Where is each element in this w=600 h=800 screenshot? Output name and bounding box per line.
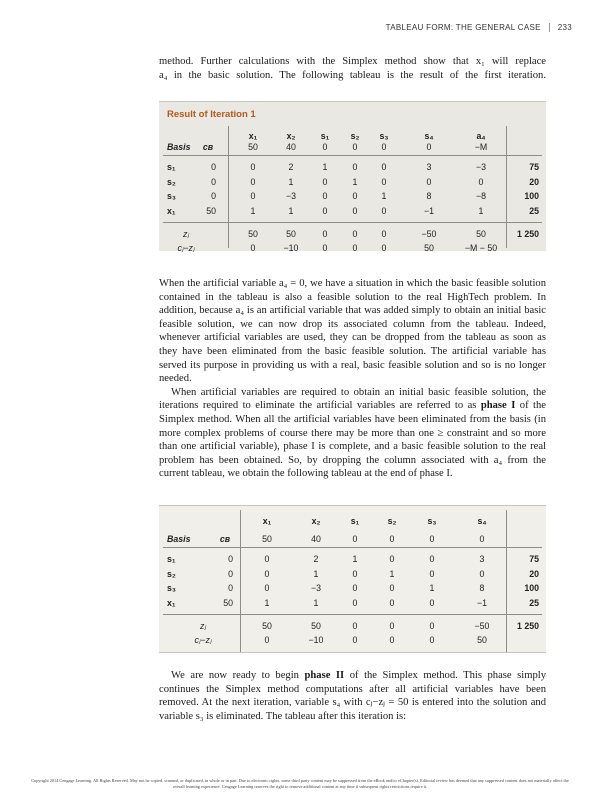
body-rule (163, 614, 542, 615)
cjzj-value: −10 (283, 243, 299, 253)
zj-value: 0 (352, 229, 358, 239)
tableau-cell: 1 (288, 205, 294, 216)
basis-cost: 0 (211, 176, 216, 187)
phase-1-final-tableau (159, 505, 546, 653)
cjzj-value: 0 (381, 243, 387, 253)
cost-coefficient: 40 (311, 534, 321, 544)
tableau-cell: 0 (264, 554, 270, 564)
basis-variable: s₃ (167, 583, 176, 593)
zj-value: 0 (322, 229, 328, 239)
cjzj-value: 0 (352, 635, 358, 645)
cb-label: cʙ (202, 142, 214, 152)
tableau-cell: 0 (352, 583, 358, 593)
cjzj-value: −M − 50 (464, 243, 498, 253)
rhs-value: 25 (529, 205, 539, 216)
cost-coefficient: 0 (352, 534, 358, 544)
tableau-cell: 1 (352, 176, 358, 187)
basis-cost: 0 (211, 162, 216, 172)
tableau-cell: 1 (322, 162, 328, 172)
zj-value: 0 (429, 621, 435, 631)
cjzj-value: 0 (429, 635, 435, 645)
zj-label: zⱼ (183, 229, 189, 239)
basis-variable: x₁ (167, 205, 176, 216)
tableau-cell: 0 (322, 205, 328, 216)
zj-value: 50 (262, 621, 272, 631)
tableau-cell: 1 (288, 176, 294, 187)
phase-1-term: phase I (480, 400, 516, 412)
page-number: 233 (557, 23, 572, 32)
tableau-cell: 2 (288, 162, 294, 172)
tableau-cell: −1 (476, 597, 488, 608)
basis-cost: 0 (228, 583, 233, 593)
tableau-cell: 0 (264, 568, 270, 579)
column-header-3: s₂ (387, 516, 397, 526)
cost-coefficient: 0 (429, 534, 435, 544)
body-rule (163, 222, 542, 223)
vertical-rule-right (506, 510, 507, 652)
tableau-cell: −1 (423, 205, 435, 216)
column-header-1: x₂ (286, 131, 296, 141)
phase-2-term: phase II (304, 670, 345, 681)
header-rule (163, 547, 542, 548)
tableau-cell: 0 (250, 176, 256, 187)
basis-variable: s₂ (167, 176, 176, 187)
tableau-cell: 8 (426, 191, 432, 201)
tableau-cell: 1 (478, 205, 484, 216)
basis-cost: 50 (206, 205, 216, 216)
cjzj-label: cⱼ−zⱼ (194, 635, 212, 645)
tableau-cell: 3 (426, 162, 432, 172)
tableau-cell: −3 (285, 191, 297, 201)
iteration-1-tableau (159, 101, 546, 251)
tableau-cell: 1 (389, 568, 395, 579)
basis-label: Basis (167, 142, 191, 152)
objective-value: 1 250 (516, 621, 539, 631)
zj-value: 50 (248, 229, 258, 239)
intro-paragraph (159, 55, 546, 82)
tableau-cell: 1 (264, 597, 270, 608)
header-rule (163, 155, 542, 156)
rhs-value: 20 (529, 568, 539, 579)
phase-2-paragraph (159, 669, 546, 723)
zj-value: 0 (381, 229, 387, 239)
rhs-value: 100 (524, 191, 539, 201)
tableau-cell: 0 (322, 176, 328, 187)
tableau-cell: 0 (426, 176, 432, 187)
column-header-0: x₁ (248, 131, 258, 141)
tableau-cell: 0 (381, 162, 387, 172)
cjzj-label: cⱼ−zⱼ (177, 243, 195, 253)
paragraph-phase-2 (159, 669, 546, 723)
tableau-cell: 0 (250, 162, 256, 172)
copyright-footer: Copyright 2014 Cengage Learning. All Rights Reserved. May not be copied, scanned, or duplicated, in whole or in part. Due to electronic rights, some third party content may be suppressed from the eBook and/or eChapter(s). Editorial review has deemed that any suppressed content does not materially affect the overall learning experience. Cengage Learning reserves the right to remove additional content at any time if subsequent rights restrictions require it. (31, 778, 569, 789)
cjzj-value: 0 (250, 243, 256, 253)
tableau-cell: −3 (475, 162, 487, 172)
tableau-cell: 0 (250, 191, 256, 201)
cost-coefficient: 0 (322, 142, 328, 152)
tableau-cell: 0 (264, 583, 270, 593)
column-header-6: a₄ (476, 131, 486, 141)
cjzj-value: 0 (322, 243, 328, 253)
rhs-value: 75 (529, 162, 539, 172)
column-header-4: s₃ (427, 516, 437, 526)
rhs-value: 20 (529, 176, 539, 187)
tableau-cell: 0 (352, 205, 358, 216)
tableau-cell: 1 (250, 205, 256, 216)
column-header-5: s₄ (424, 131, 434, 141)
artificial-variable-paragraph (159, 277, 546, 481)
intro-line-1: method. Further calculations with the Simplex method show that x₁ will replace (159, 56, 546, 67)
intro-line-2: a₄ in the basic solution. The following tableau is the result of the first iteration. (159, 69, 546, 81)
phase-2-text-a: We are now ready to begin (171, 670, 305, 681)
basis-cost: 50 (223, 597, 233, 608)
rhs-value: 25 (529, 597, 539, 608)
zj-value: 0 (389, 621, 395, 631)
cb-label: cʙ (219, 534, 231, 544)
basis-label: Basis (167, 534, 191, 544)
tableau-cell: 0 (389, 583, 395, 593)
basis-cost: 0 (211, 191, 216, 201)
column-header-5: s₄ (477, 516, 487, 526)
column-header-3: s₂ (350, 131, 360, 141)
cost-coefficient: 40 (286, 142, 296, 152)
cost-coefficient: 0 (389, 534, 395, 544)
phase-1-text-b: of the Simplex method. When all the artificial variables have been eliminated from the basis (in more complex problems of course there may be more than one ≥ constraint and so more than one artificial variable), phase I is complete, and a basic feasible solution to the real problem has been obtained. So, by dropping the column associated with a₄ from the current tableau, we obtain the following tableau at the end of phase I. (159, 400, 546, 480)
rhs-value: 100 (524, 583, 539, 593)
tableau-cell: 0 (478, 176, 484, 187)
column-header-2: s₁ (350, 516, 360, 526)
tableau-cell: 1 (313, 597, 319, 608)
tableau-cell: −3 (310, 583, 322, 593)
tableau-caption: Result of Iteration 1 (167, 109, 256, 120)
cost-coefficient: 0 (381, 142, 387, 152)
basis-variable: s₁ (167, 162, 176, 172)
zj-value: 50 (311, 621, 321, 631)
tableau-cell: 1 (313, 568, 319, 579)
cost-coefficient: 50 (248, 142, 258, 152)
cost-coefficient: 0 (426, 142, 432, 152)
tableau-cell: 3 (479, 554, 485, 564)
cost-coefficient: 0 (352, 142, 358, 152)
column-header-1: x₂ (311, 516, 321, 526)
tableau-cell: 1 (381, 191, 387, 201)
cjzj-value: 0 (389, 635, 395, 645)
zj-value: −50 (474, 621, 490, 631)
tableau-cell: 0 (429, 568, 435, 579)
basis-cost: 0 (228, 554, 233, 564)
objective-value: 1 250 (516, 229, 539, 239)
zj-value: 50 (476, 229, 486, 239)
tableau-cell: 0 (381, 176, 387, 187)
tableau-cell: 0 (389, 554, 395, 564)
zj-label: zⱼ (200, 621, 206, 631)
rhs-value: 75 (529, 554, 539, 564)
tableau-cell: 0 (352, 597, 358, 608)
paragraph-phase-1 (159, 386, 546, 481)
paragraph-a4-drop: When the artificial variable a₄ = 0, we have a situation in which the basic feasible solution contained in the tableau is also a feasible solution to the real HighTech problem. In addition, because a₄ is an artificial variable that was added simply to obtain an initial basic feasible solution, we can now drop its associated column from the tableau. Indeed, whenever artificial variables are used, they can be dropped from the tableau as soon as they have been eliminated from the basic feasible solution. The artificial variable has served its purpose in providing us with a real, basic feasible solution and so is no longer needed. (159, 278, 546, 385)
cost-coefficient: 0 (479, 534, 485, 544)
basis-variable: x₁ (167, 597, 176, 608)
tableau-cell: 1 (352, 554, 358, 564)
tableau-cell: 2 (313, 554, 319, 564)
tableau-cell: 0 (352, 162, 358, 172)
cjzj-value: 50 (424, 243, 434, 253)
phase-1-text-a: When artificial variables are required to obtain an initial basic feasible solution, the iterations required to eliminate the artificial variables are referred to as (159, 386, 546, 412)
tableau-cell: 8 (479, 583, 485, 593)
basis-cost: 0 (228, 568, 233, 579)
running-head (386, 23, 572, 32)
cjzj-value: 0 (264, 635, 270, 645)
column-header-4: s₃ (379, 131, 389, 141)
tableau-cell: 0 (352, 191, 358, 201)
tableau-cell: 0 (429, 554, 435, 564)
zj-value: 0 (352, 621, 358, 631)
tableau-cell: 0 (479, 568, 485, 579)
vertical-rule-left (228, 126, 229, 248)
running-head-title: TABLEAU FORM: THE GENERAL CASE (386, 23, 550, 32)
zj-value: −50 (421, 229, 437, 239)
tableau-cell: 0 (322, 191, 328, 201)
phase-2-text-b: of the Simplex method. This phase simply continues the Simplex method computations after all artificial variables have been removed. At the next iteration, variable s₄ with cⱼ−zⱼ = 50 is entered into the solution and variable s₃ is eliminated. The tableau after this iteration is: (159, 670, 546, 722)
tableau-cell: 1 (429, 583, 435, 593)
vertical-rule-right (506, 126, 507, 248)
basis-variable: s₂ (167, 568, 176, 579)
cjzj-value: −10 (308, 635, 324, 645)
tableau-cell: 0 (381, 205, 387, 216)
basis-variable: s₃ (167, 191, 176, 201)
tableau-cell: 0 (389, 597, 395, 608)
tableau-cell: 0 (429, 597, 435, 608)
tableau-cell: −8 (475, 191, 487, 201)
zj-value: 50 (286, 229, 296, 239)
column-header-2: s₁ (320, 131, 330, 141)
cjzj-value: 0 (352, 243, 358, 253)
vertical-rule-left (240, 510, 241, 652)
cjzj-value: 50 (477, 635, 487, 645)
cost-coefficient: 50 (262, 534, 272, 544)
cost-coefficient: −M (474, 142, 488, 152)
tableau-cell: 0 (352, 568, 358, 579)
column-header-0: x₁ (262, 516, 272, 526)
basis-variable: s₁ (167, 554, 176, 564)
